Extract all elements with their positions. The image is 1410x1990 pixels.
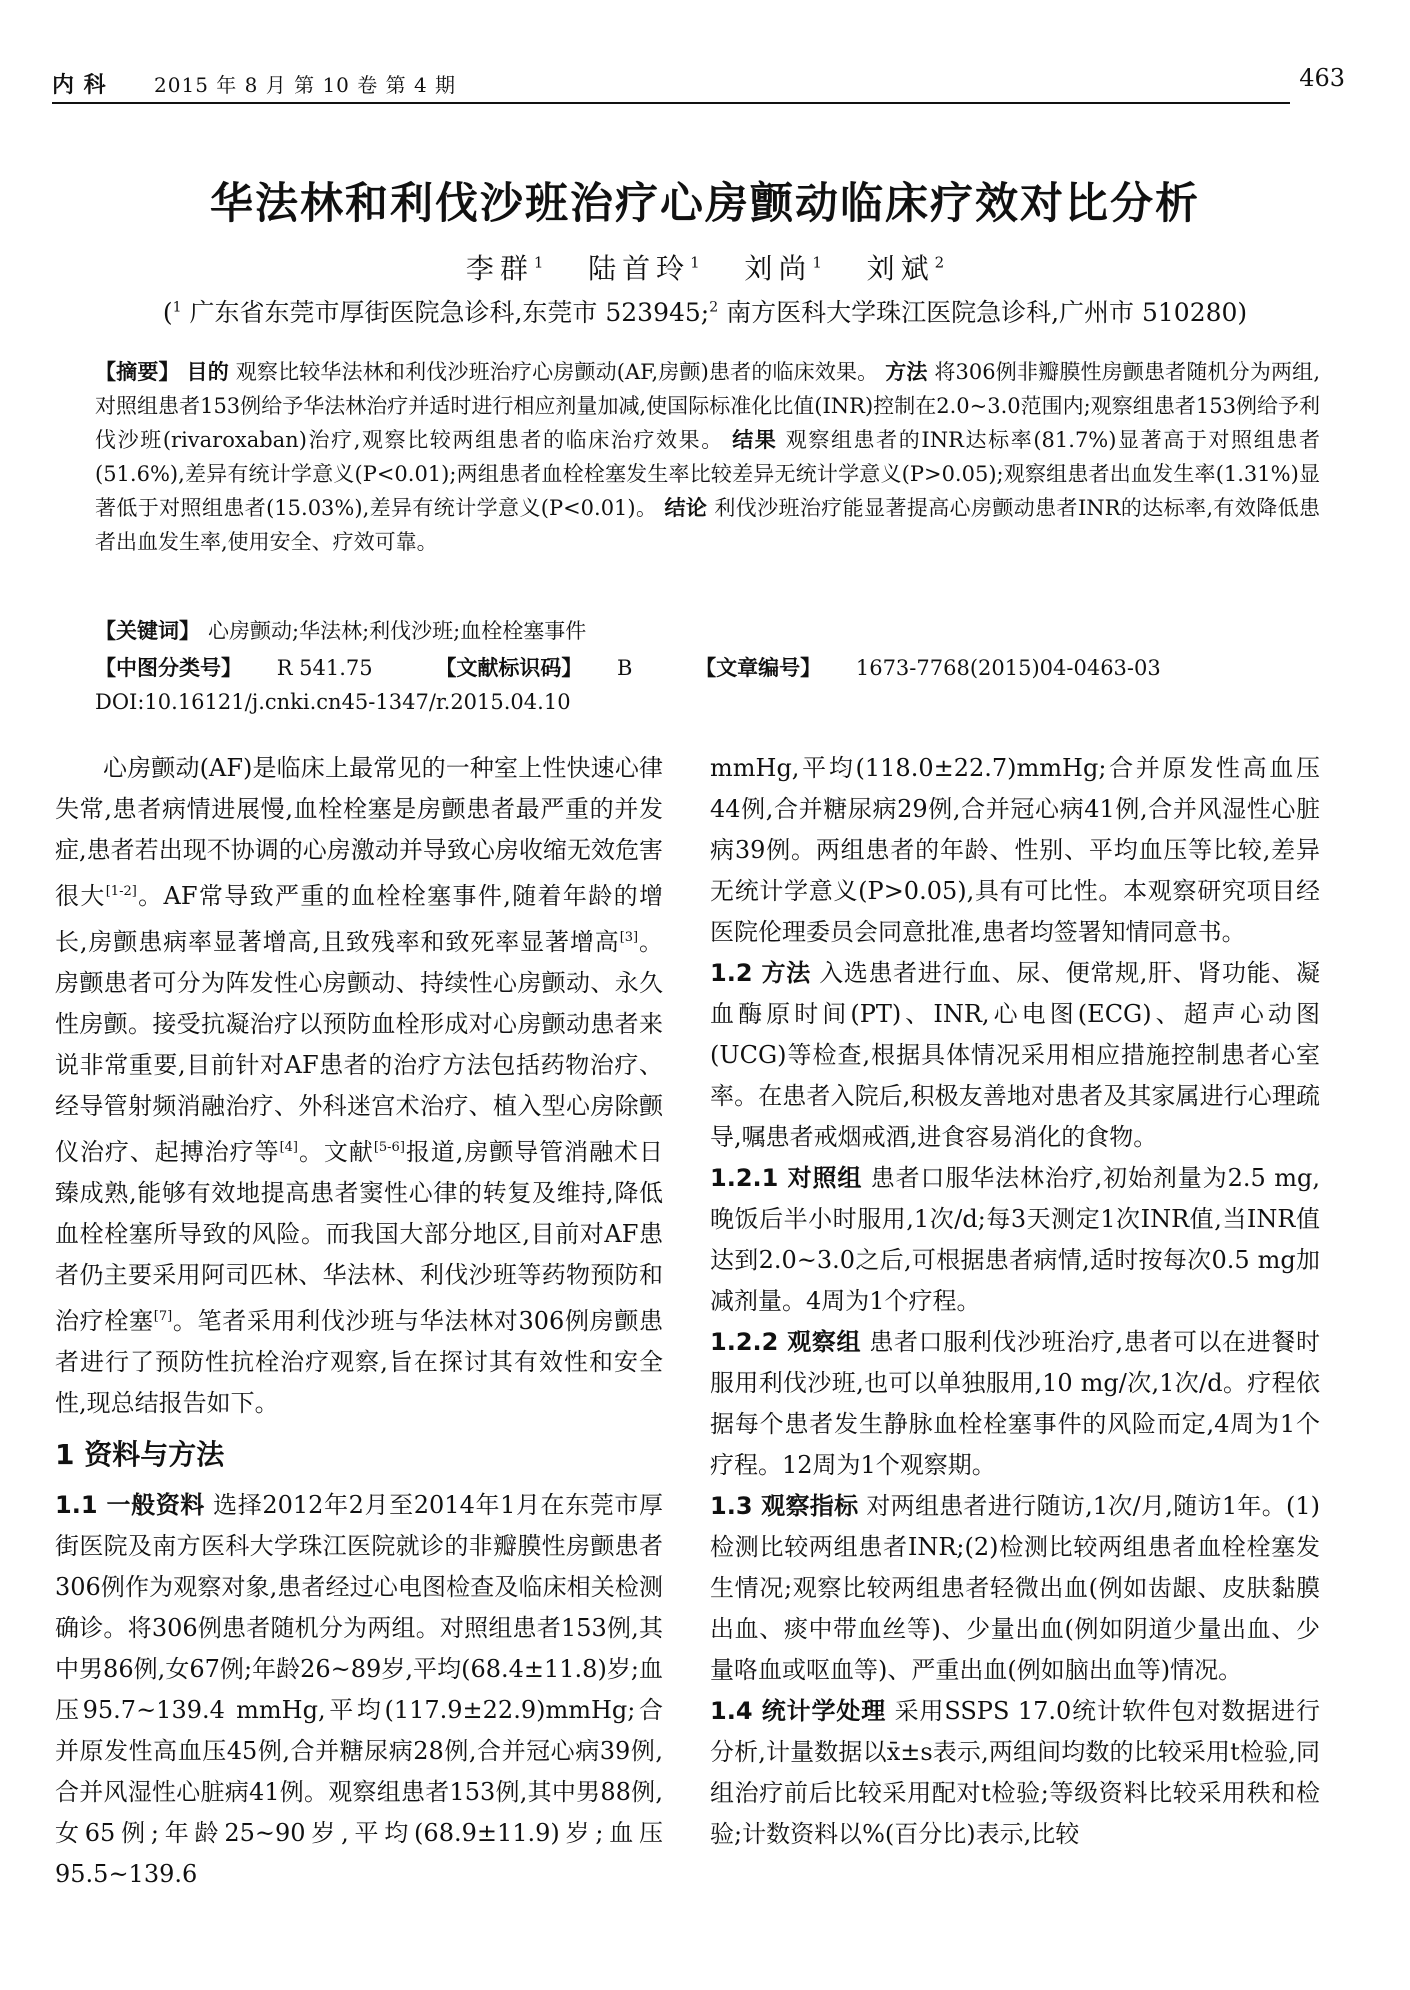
- article-title: 华法林和利伐沙班治疗心房颤动临床疗效对比分析: [210, 179, 1200, 229]
- result-text: 观察组患者的INR达标率(81.7%)显著高于对照组患者(51.6%),差异有统计学意义(P<0.01);两组患者血栓栓塞发生率比较差异无统计学意义(P>0.05);观察组患者出血发生率(1.31%)显著低于对照组患者(15.03%),差异有统计学意义(P<0.01)。: [95, 428, 1320, 520]
- journal-name: 内 科: [52, 73, 107, 98]
- author: 刘斌$^2$: [866, 252, 945, 285]
- method-label: 方法: [885, 360, 928, 384]
- conclusion-text: 利伐沙班治疗能显著提高心房颤动患者INR的达标率,有效降低患者出血发生率,使用安全、疗效可靠。: [95, 496, 1320, 554]
- abstract-label: 【摘要】: [95, 360, 180, 384]
- author: 李群$^1$: [465, 252, 544, 285]
- running-header: [52, 62, 1345, 104]
- subsection-1-1: 1.1 一般资料 选择2012年2月至2014年1月在东莞市厚街医院及南方医科大学珠江医院就诊的非瓣膜性房颤患者306例作为观察对象,患者经过心电图检查及临床相关检测确诊。将306例患者随机分为两组。对照组患者153例,其中男86例,女67例;年龄26~89岁,平均(68.4±11.8)岁;血压95.7~139.4 mmHg,平均(117.9±22.9)mmHg;合并原发性高血压45例,合并糖尿病28例,合并冠心病39例,合并风湿性心脏病41例。观察组患者153例,其中男88例,女65例;年龄25~90岁,平均(68.9±11.9)岁;血压95.5~139.6: [55, 1491, 663, 1888]
- result-label: 结果: [732, 428, 778, 452]
- keywords: 【关键词】 心房颤动;华法林;利伐沙班;血栓栓塞事件: [95, 619, 587, 643]
- author: 刘尚$^1$: [744, 252, 822, 285]
- conclusion-label: 结论: [664, 496, 708, 520]
- subsection-1-2: 1.2 方法 入选患者进行血、尿、便常规,肝、肾功能、凝血酶原时间(PT)、INR,心电图(ECG)、超声心动图(UCG)等检查,根据具体情况采用相应措施控制患者心室率。在患者入院后,积极友善地对患者及其家属进行心理疏导,嘱患者戒烟戒酒,进食容易消化的食物。: [710, 959, 1320, 1151]
- intro-paragraph: 心房颤动(AF)是临床上最常见的一种室上性快速心律失常,患者病情进展慢,血栓栓塞是房颤患者最严重的并发症,患者若出现不协调的心房激动并导致心房收缩无效危害很大[1-2]。AF常导致严重的血栓栓塞事件,随着年龄的增长,房颤患病率显著增高,且致残率和致死率显著增高[3]。房颤患者可分为阵发性心房颤动、持续性心房颤动、永久性房颤。接受抗凝治疗以预防血栓形成对心房颤动患者来说非常重要,目前针对AF患者的治疗方法包括药物治疗、经导管射频消融治疗、外科迷宫术治疗、植入型心房除颤仪治疗、起搏治疗等[4]。文献[5-6]报道,房颤导管消融术日臻成熟,能够有效地提高患者窦性心律的转复及维持,降低血栓栓塞所导致的风险。而我国大部分地区,目前对AF患者仍主要采用阿司匹林、华法林、利伐沙班等药物预防和治疗栓塞[7]。笔者采用利伐沙班与华法林对306例房颤患者进行了预防性抗栓治疗观察,旨在探讨其有效性和安全性,现总结报告如下。: [55, 754, 664, 1417]
- doi: DOI:10.16121/j.cnki.cn45-1347/r.2015.04.10: [95, 690, 571, 714]
- affiliations: ($^1$ 广东省东莞市厚街医院急诊科,东莞市 523945;$^2$ 南方医科大学珠江医院急诊科,广州市 510280): [162, 298, 1248, 327]
- issue-info: 2015 年 8 月 第 10 卷 第 4 期: [154, 73, 457, 97]
- abstract: [95, 355, 1320, 559]
- classification-row: 【中图分类号】 R 541.75 【文献标识码】 B 【文章编号】 1673-7768(2015)04-0463-03: [95, 656, 1161, 680]
- page-number: 463: [1299, 64, 1345, 92]
- objective-text: 观察比较华法林和利伐沙班治疗心房颤动(AF,房颤)患者的临床效果。: [228, 360, 879, 384]
- paragraph: mmHg,平均(118.0±22.7)mmHg;合并原发性高血压44例,合并糖尿病29例,合并冠心病41例,合并风湿性心脏病39例。两组患者的年龄、性别、平均血压等比较,差异无统计学意义(P>0.05),具有可比性。本观察研究项目经医院伦理委员会同意批准,患者均签署知情同意书。: [710, 754, 1320, 946]
- subsection-1-2-1: 1.2.1 对照组 患者口服华法林治疗,初始剂量为2.5 mg,晚饭后半小时服用,1次/d;每3天测定1次INR值,当INR值达到2.0~3.0之后,可根据患者病情,适时按每次0.5 mg加减剂量。4周为1个疗程。: [710, 1164, 1320, 1315]
- left-column: [55, 748, 663, 1895]
- method-text: 将306例非瓣膜性房颤患者随机分为两组,对照组患者153例给予华法林治疗并适时进行相应剂量加减,使国际标准化比值(INR)控制在2.0~3.0范围内;观察组患者153例给予利伐沙班(rivaroxaban)治疗,观察比较两组患者的临床治疗效果。: [95, 360, 1321, 452]
- subsection-1-2-2: 1.2.2 观察组 患者口服利伐沙班治疗,患者可以在进餐时服用利伐沙班,也可以单独服用,10 mg/次,1次/d。疗程依据每个患者发生静脉血栓栓塞事件的风险而定,4周为1个疗程。12周为1个观察期。: [710, 1328, 1321, 1479]
- subsection-1-3: 1.3 观察指标 对两组患者进行随访,1次/月,随访1年。(1)检测比较两组患者INR;(2)检测比较两组患者血栓栓塞发生情况;观察比较两组患者轻微出血(例如齿龈、皮肤黏膜出血、痰中带血丝等)、少量出血(例如阴道少量出血、少量咯血或呕血等)、严重出血(例如脑出血等)情况。: [710, 1492, 1321, 1684]
- subsection-1-4: 1.4 统计学处理 采用SSPS 17.0统计软件包对数据进行分析,计量数据以x̄±s表示,两组间均数的比较采用t检验,同组治疗前后比较采用配对t检验;等级资料比较采用秩和检验;计数资料以%(百分比)表示,比较: [710, 1697, 1321, 1848]
- author-list: [0, 247, 1410, 287]
- journal-info: [52, 68, 456, 99]
- author: 陆首玲$^1$: [588, 252, 700, 285]
- section-heading: 1 资料与方法: [55, 1438, 225, 1471]
- objective-label: 目的: [186, 360, 229, 384]
- right-column: [710, 748, 1320, 1855]
